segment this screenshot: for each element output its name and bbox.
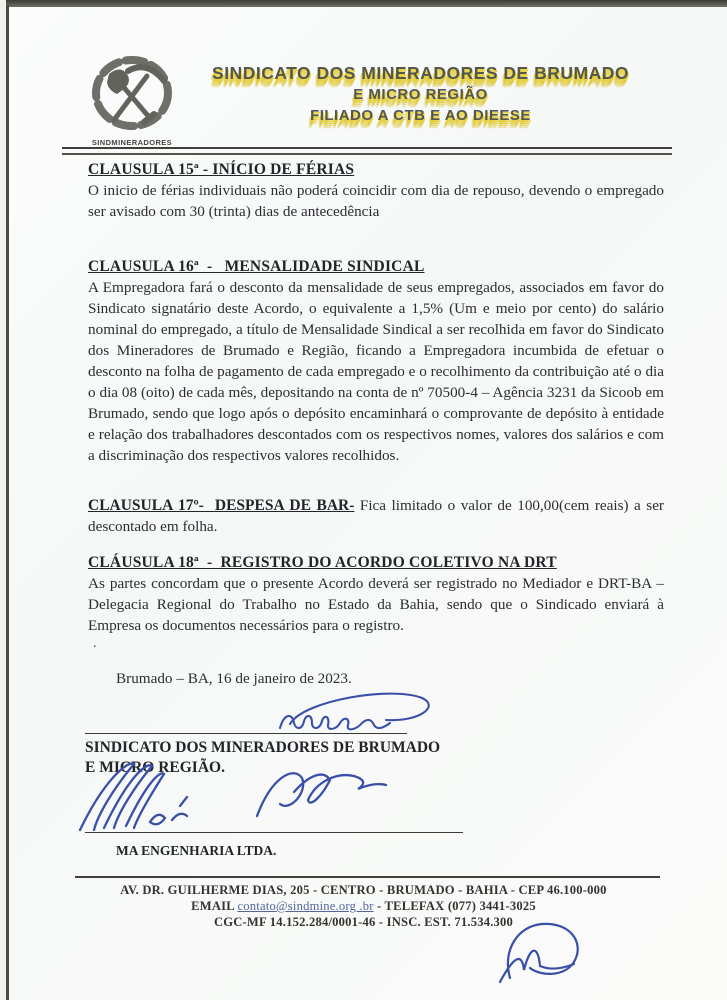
clause-18-heading: CLÁUSULA 18ª - REGISTRO DO ACORDO COLETIVO NA DRT [88, 554, 557, 571]
footer-registration: CGC-MF 14.152.284/0001-46 - INSC. EST. 71.534.300 [213, 915, 514, 929]
footer-address: AV. DR. GUILHERME DIAS, 205 - CENTRO - BRUMADO - BAHIA - CEP 46.100-000 [120, 883, 607, 897]
clause-17 [88, 495, 664, 537]
logo-caption: SINDMINERADORES [91, 138, 173, 147]
clause-16 [88, 258, 664, 466]
signature-sindicato-line [85, 733, 407, 734]
footer-divider [75, 876, 660, 878]
initials-ink [492, 916, 612, 999]
signatory-sindicato-line2: E MICRO REGIÃO. [85, 759, 225, 776]
email-label: EMAIL [191, 899, 238, 913]
clause-15 [88, 161, 664, 222]
clause-17-heading: CLAUSULA 17º- DESPESA DE BAR- [88, 497, 355, 514]
title-line-2: E MICRO REGIÃO [353, 86, 488, 103]
clause-16-body: A Empregadora fará o desconto da mensalidade de seus empregados, associados em favor do Sindicato signatário deste Acordo, o equivalente a 1,5% (Um e meio por cento) do salário nominal do empregado, a título de Mensalidade Sindical a ser recolhida em favor do Sindicato dos Mineradores de Brumado e Região, ficando a Empregadora incumbida de efetuar o desconto na folha de pagamento de cada empregado e o recolhimento da contribuição até o dia o dia 08 (oito) de cada mês, depositando na conta de nº 70500-4 – Agência 3231 da Sicoob em Brumado, sendo que logo após o depósito encaminhará o comprovante de depósito à entidade e relação dos trabalhadores descontados com os respectivos nomes, valores dos salários e com a discriminação dos respectivos valores recolhidos. [88, 279, 664, 464]
header-divider [62, 147, 672, 155]
date-line: Brumado – BA, 16 de janeiro de 2023. [116, 670, 352, 687]
stray-period: . [93, 636, 97, 651]
clause-15-heading: CLAUSULA 15ª - INÍCIO DE FÉRIAS [88, 161, 355, 178]
title-line-1: SINDICATO DOS MINERADORES DE BRUMADO [212, 63, 629, 83]
letterhead-title [168, 62, 673, 126]
clause-15-body: O inicio de férias individuais não poderá coincidir com dia de repouso, devendo o empregado ser avisado com 30 (trinta) dias de antecedência [88, 182, 664, 220]
scan-edge-top [0, 0, 727, 7]
title-line-3: FILIADO A CTB E AO DIEESE [310, 107, 531, 124]
email-link[interactable]: contato@sindmine.org .br [237, 899, 374, 913]
clause-18-body: As partes concordam que o presente Acordo deverá ser registrado no Mediador e DRT-BA – Delegacia Regional do Trabalho no Estado da Bahia, sendo que o Sindicado enviará à Empresa os documentos necessários para o registro. [88, 575, 664, 634]
scan-edge-left-line [6, 5, 9, 1000]
signatory-empresa: MA ENGENHARIA LTDA. [116, 843, 277, 858]
signature-empresa-line [85, 832, 463, 833]
clause-17-body: Fica limitado o valor de 100,00(cem reais) a ser descontado em folha. [88, 497, 664, 535]
telefax: - TELEFAX (077) 3441-3025 [373, 899, 536, 913]
signature-empresa-ink [72, 758, 452, 841]
clause-18 [88, 554, 664, 636]
clause-16-heading: CLAUSULA 16ª - MENSALIDADE SINDICAL [88, 258, 425, 275]
signatory-sindicato-line1: SINDICATO DOS MINERADORES DE BRUMADO [85, 739, 441, 756]
footer-contact-line [40, 898, 687, 914]
